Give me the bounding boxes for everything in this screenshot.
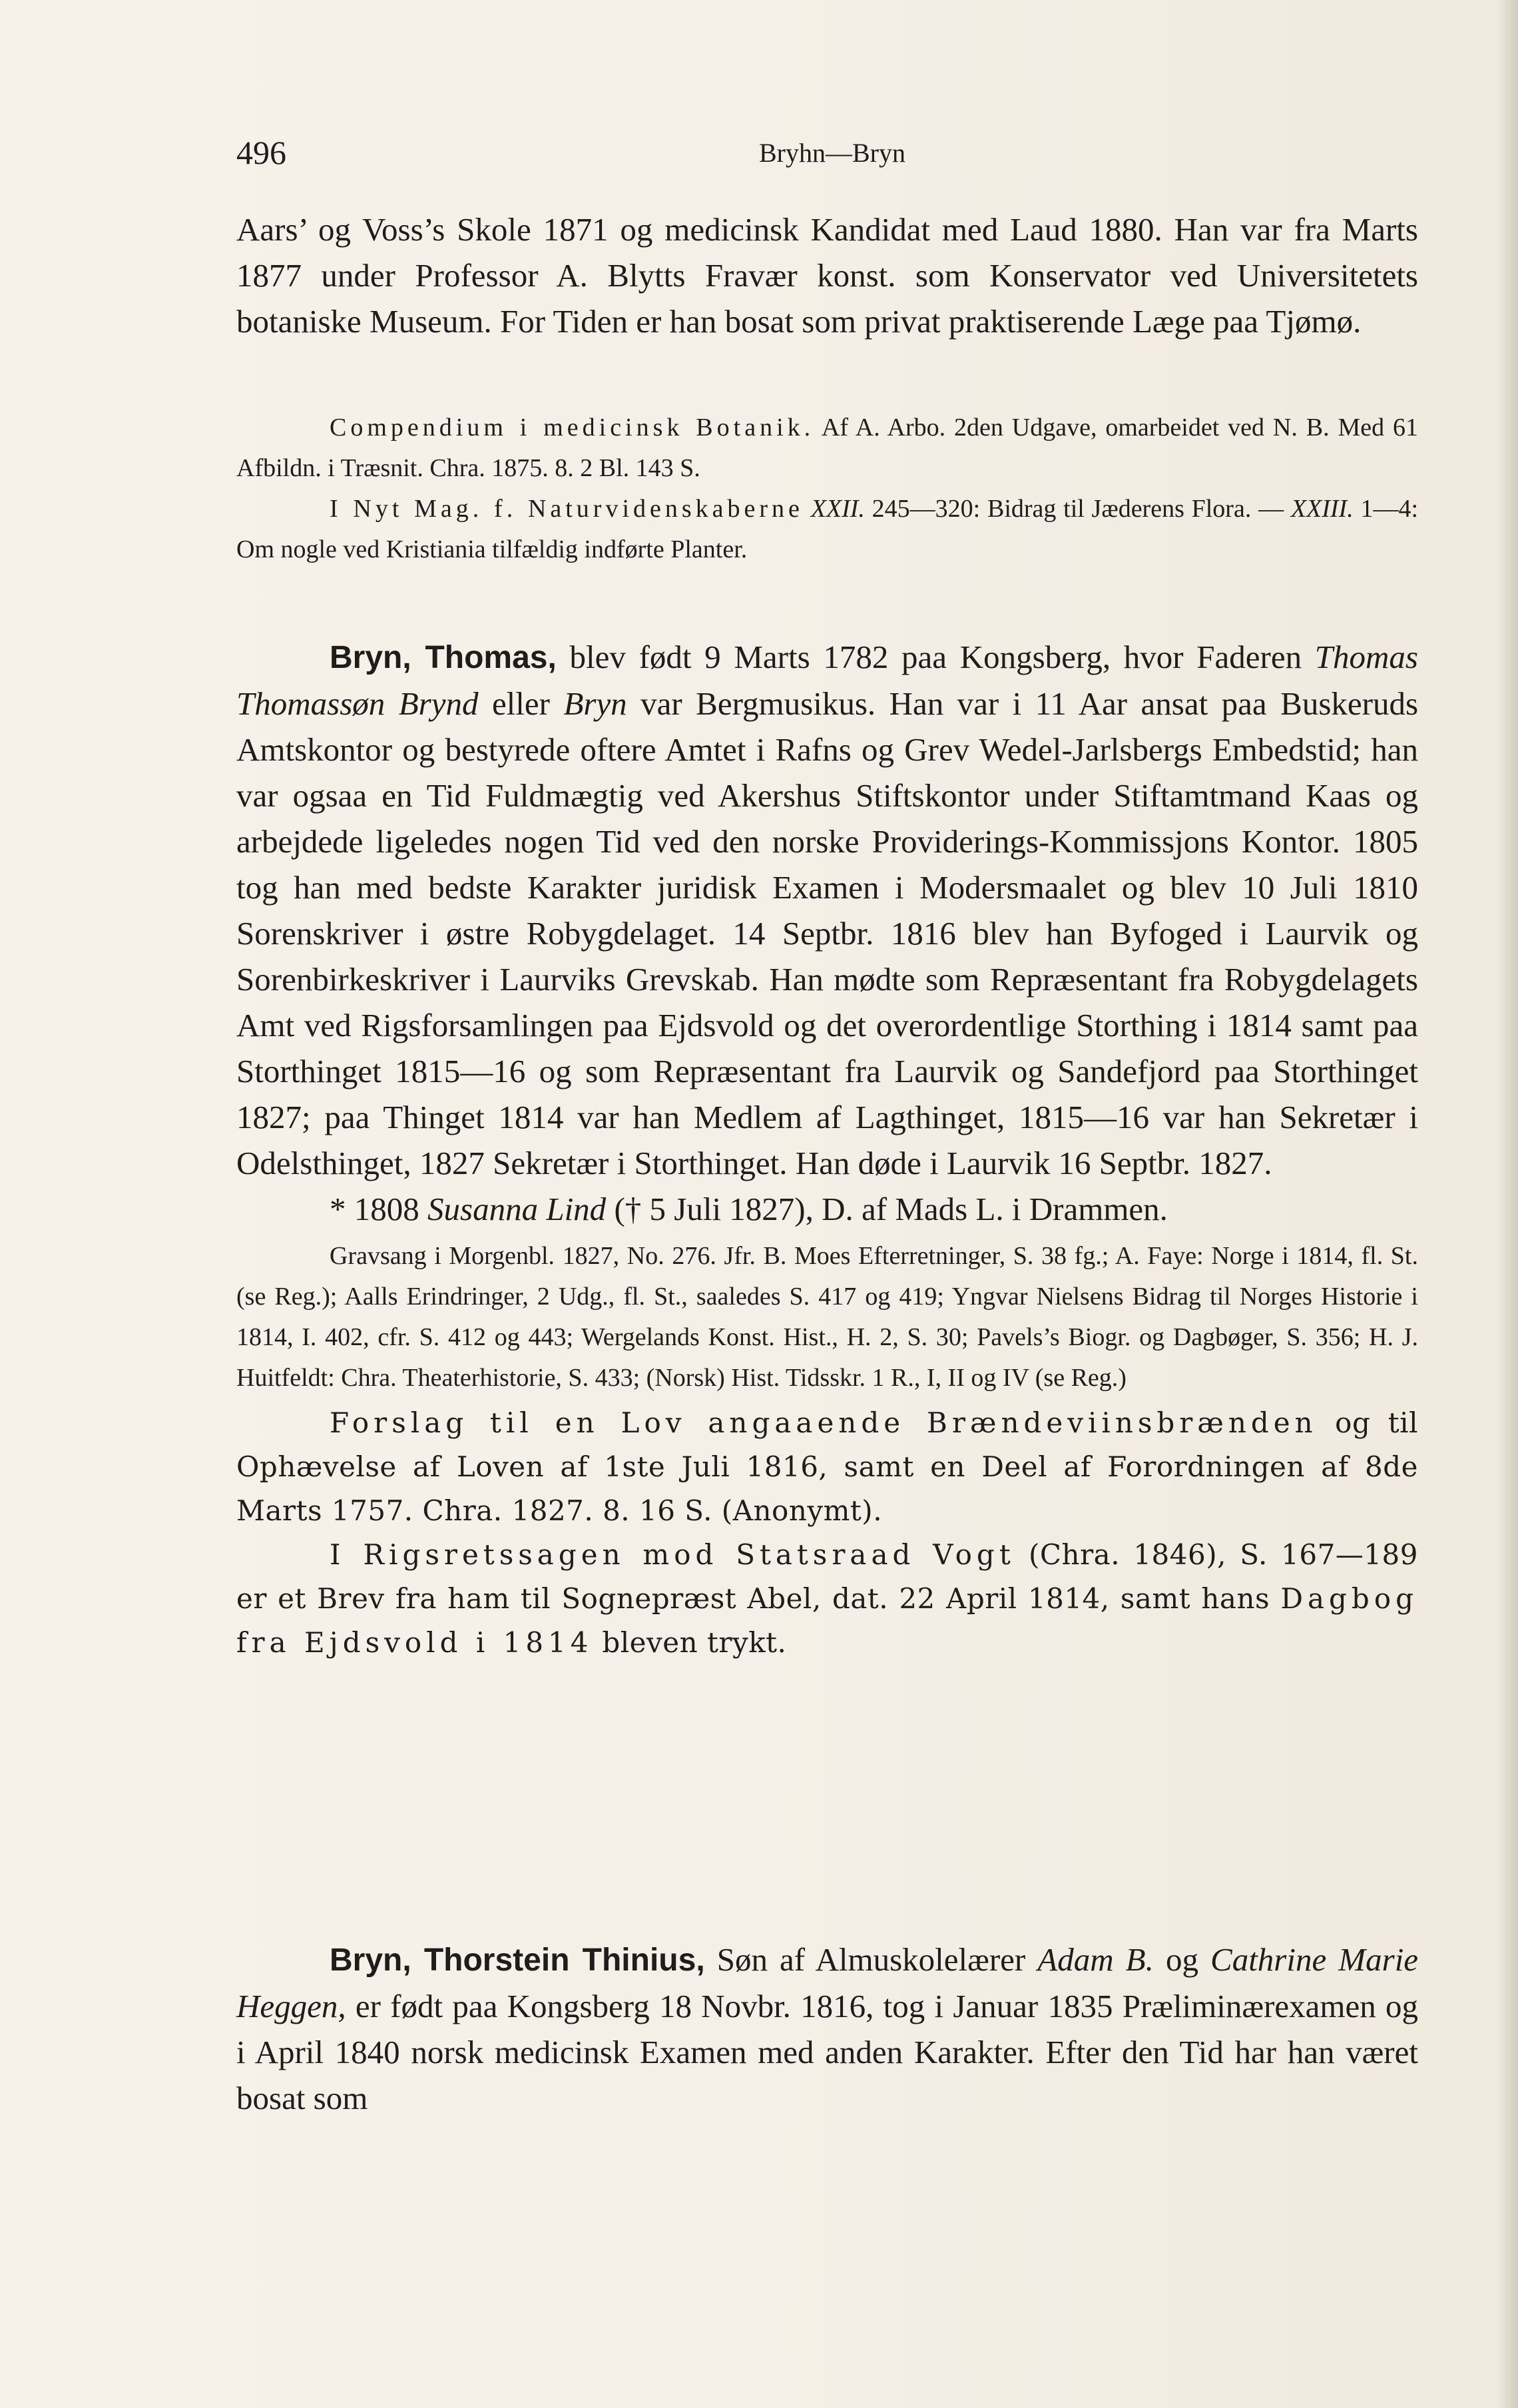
entry-thorstein-name: Bryn, Thorstein Thinius, (330, 1943, 705, 1978)
work-1-details: og til Ophævelse af Loven af 1ste Juli 1816, samt en Deel af Forordningen af 8de Marts 1757. Chra. 1827. 8. 16 S. (Anonymt). (236, 1406, 1418, 1527)
entry-thorstein-father: Adam B. (1037, 1941, 1154, 1978)
marriage-year: * 1808 (330, 1191, 419, 1227)
work-2-diary-title: Dagbog fra Ejdsvold i 1814 (236, 1582, 1418, 1659)
intro-work-2-volume: XXII. (810, 495, 865, 523)
intro-work-2-details: 245—320: Bidrag til Jæderens Flora. — (872, 495, 1284, 523)
work-2-end: bleven trykt. (602, 1626, 787, 1659)
entry-thomas-text-3: var Bergmusikus. Han var i 11 Aar ansat paa Buskeruds Amtskontor og bestyrede oftere Amtet i Rafns og Grev Wedel-Jarlsbergs Embedstid; han var ogsaa en Tid Fuldmægtig ved Akershus Stiftskontor under Stiftamtmand Kaas og arbejdede ligeledes nogen Tid ved den norske Providerings-Kommissjons Kontor. 1805 tog han med bedste Karakter juridisk Examen i Modersmaalet og blev 10 Juli 1810 Sorenskriver i østre Robygdelaget. 14 Septbr. 1816 blev han Byfoged i Laurvik og Sorenbirkeskriver i Laurviks Grevskab. Han mødte som Repræsentant fra Robygdelagets Amt ved Rigsforsamlingen paa Ejdsvold og det overordentlige Storthing i 1814 samt paa Storthinget 1815—16 og som Repræsentant fra Laurvik og Sandefjord paa Storthinget 1827; paa Thinget 1814 var han Medlem af Lagthinget, 1815—16 var han Sekretær i Odelsthinget, 1827 Sekretær i Storthinget. Han døde i Laurvik 16 Septbr. 1827. (236, 685, 1419, 1181)
intro-section (236, 206, 1418, 344)
entry-thomas-marriage (236, 1186, 1418, 1232)
intro-work-2-title: I Nyt Mag. f. Naturvidenskaberne (330, 495, 804, 523)
entry-thomas-work-2 (236, 1533, 1418, 1665)
entry-thomas-text-2: eller (491, 685, 550, 722)
running-head: Bryhn—Bryn (759, 138, 905, 168)
intro-bibliography (236, 408, 1418, 570)
entry-thorstein-paragraph (236, 1937, 1418, 2121)
intro-paragraph: Aars’ og Voss’s Skole 1871 og medicinsk Kandidat med Laud 1880. Han var fra Marts 1877 under Professor A. Blytts Fravær konst. som Konservator ved Universitetets botaniske Museum. For Tiden er han bosat som privat praktiserende Læge paa Tjømø. (236, 211, 1418, 340)
entry-thomas-text-1: blev født 9 Marts 1782 paa Kongsberg, hvor Faderen (569, 639, 1302, 675)
entry-thorstein-mother: Cathrine Marie Heggen, (236, 1941, 1419, 2024)
work-2-title: I Rigsretssagen mod Statsraad Vogt (330, 1538, 1015, 1571)
entry-thomas-alt-name: Bryn (563, 685, 627, 722)
entry-thomas-paragraph (236, 634, 1418, 1186)
entry-thomas-work-1 (236, 1401, 1418, 1533)
marriage-details: († 5 Juli 1827), D. af Mads L. i Drammen. (614, 1191, 1168, 1227)
entry-bryn-thomas (236, 634, 1418, 1665)
page-gutter-shadow (1498, 0, 1518, 2408)
entry-thorstein-text-3: er født paa Kongsberg 18 Novbr. 1816, tog i Januar 1835 Præliminærexamen og i April 1840 norsk medicinsk Examen med anden Karakter. Efter den Tid har han været bosat som (236, 1988, 1418, 2116)
intro-work-1-details: Af A. Arbo. 2den Udgave, omarbeidet ved N. B. Med 61 Afbildn. i Træsnit. Chra. 1875. 8. 2 Bl. 143 S. (236, 414, 1419, 482)
entry-bryn-thorstein (236, 1937, 1418, 2121)
entry-thomas-father: Thomas Thomassøn Brynd (236, 639, 1419, 722)
entry-thorstein-text-1: Søn af Almuskolelærer (716, 1941, 1026, 1978)
intro-work-2-details-2: 1—4: Om nogle ved Kristiania tilfældig indførte Planter. (236, 495, 1419, 563)
intro-work-2-volume-2: XXIII. (1290, 495, 1354, 523)
page-header (236, 133, 1428, 180)
work-1-title: Forslag til en Lov angaaende Brændeviinsbrænden (330, 1406, 1318, 1439)
intro-work-2 (236, 489, 1418, 570)
spouse-name: Susanna Lind (427, 1191, 607, 1227)
entry-thomas-name: Bryn, Thomas, (330, 640, 557, 675)
intro-work-1-title: Compendium i medicinsk Botanik. (330, 414, 815, 442)
entry-thomas-sources: Gravsang i Morgenbl. 1827, No. 276. Jfr. B. Moes Efterretninger, S. 38 fg.; A. Faye: Norge i 1814, fl. St. (se Reg.); Aalls Erindringer, 2 Udg., fl. St., saaledes S. 417 og 419; Yngvar Nielsens Bidrag til Norges Historie i 1814, I. 402, cfr. S. 412 og 443; Wergelands Konst. Hist., H. 2, S. 30; Pavels’s Biogr. og Dagbøger, S. 356; H. J. Huitfeldt: Chra. Theaterhistorie, S. 433; (Norsk) Hist. Tidsskr. 1 R., I, II og IV (se Reg.) (236, 1242, 1418, 1392)
work-2-details: (Chra. 1846), S. 167—189 er et Brev fra ham til Sognepræst Abel, dat. 22 April 1814, samt hans (236, 1538, 1418, 1615)
intro-work-1 (236, 408, 1418, 489)
entry-thorstein-text-2: og (1165, 1941, 1198, 1978)
page-number: 496 (236, 134, 286, 171)
